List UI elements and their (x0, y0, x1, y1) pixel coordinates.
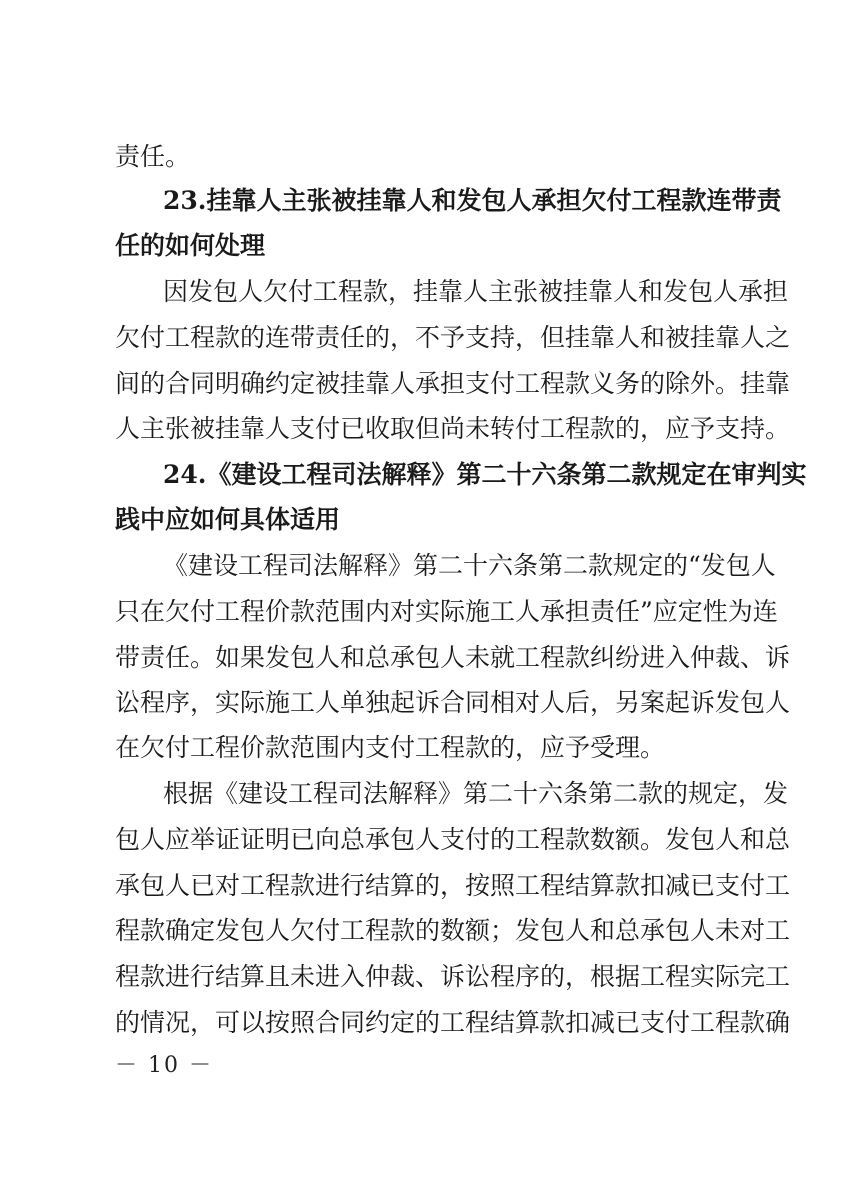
paragraph-line: 间的合同明确约定被挂靠人承担支付工程款义务的除外。挂靠 (115, 369, 791, 398)
paragraph-line: 在欠付工程价款范围内支付工程款的，应予受理。 (115, 733, 666, 762)
paragraph-line: 欠付工程款的连带责任的，不予支持，但挂靠人和被挂靠人之 (115, 323, 791, 352)
section-heading-24-cont: 践中应如何具体适用 (115, 505, 341, 534)
paragraph-line: 包人应举证证明已向总承包人支付的工程款数额。发包人和总 (115, 825, 791, 854)
section-heading-24: 24.《建设工程司法解释》第二十六条第二款规定在审判实 (163, 460, 807, 489)
section-heading-23: 23.挂靠人主张被挂靠人和发包人承担欠付工程款连带责 (163, 186, 782, 215)
paragraph-line: 带责任。如果发包人和总承包人未就工程款纠纷进入仲裁、诉 (115, 643, 791, 672)
page-number: － 10 － (115, 1053, 213, 1078)
paragraph-line: 程款确定发包人欠付工程款的数额；发包人和总承包人未对工 (115, 916, 791, 945)
paragraph-line: 讼程序，实际施工人单独起诉合同相对人后，另案起诉发包人 (115, 688, 791, 717)
paragraph-line: 承包人已对工程款进行结算的，按照工程结算款扣减已支付工 (115, 871, 791, 900)
paragraph-line: 人主张被挂靠人支付已收取但尚未转付工程款的，应予支持。 (115, 414, 791, 443)
paragraph-line: 的情况，可以按照合同约定的工程结算款扣减已支付工程款确 (115, 1008, 791, 1037)
paragraph-line: 程款进行结算且未进入仲裁、诉讼程序的，根据工程实际完工 (115, 962, 791, 991)
paragraph-line: 只在欠付工程价款范围内对实际施工人承担责任”应定性为连 (115, 597, 778, 626)
paragraph-line: 责任。 (115, 142, 191, 171)
section-heading-23-cont: 任的如何处理 (115, 231, 266, 260)
paragraph-line: 根据《建设工程司法解释》第二十六条第二款的规定，发 (163, 779, 789, 808)
paragraph-line: 《建设工程司法解释》第二十六条第二款规定的“发包人 (163, 551, 776, 580)
paragraph-line: 因发包人欠付工程款，挂靠人主张被挂靠人和发包人承担 (163, 277, 789, 306)
